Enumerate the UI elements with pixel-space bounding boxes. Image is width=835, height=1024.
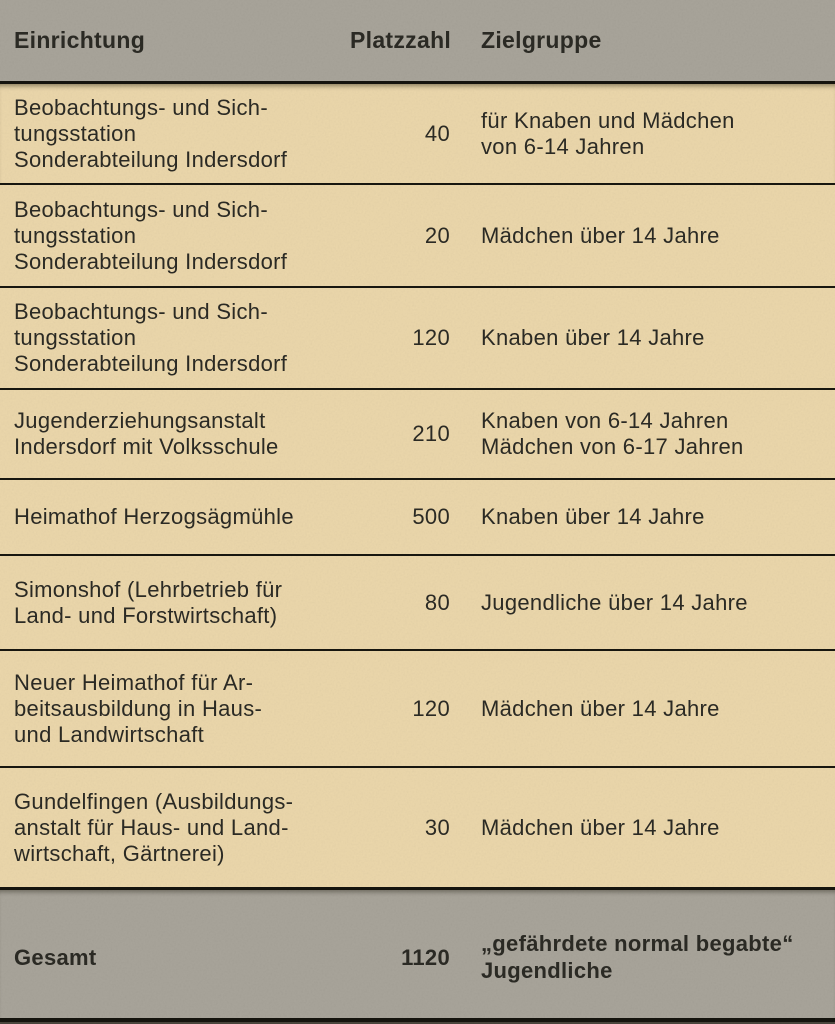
table-row <box>0 390 835 480</box>
cell-zielgruppe: Mädchen über 14 Jahre <box>481 814 720 840</box>
table-body <box>0 84 835 887</box>
table-row <box>0 480 835 556</box>
cell-einrichtung: Gundelfingen (Ausbildungs- anstalt für Haus- und Land- wirtschaft, Gärtnerei) <box>14 788 294 866</box>
cell-platzzahl: 80 <box>424 589 450 615</box>
cell-platzzahl: 500 <box>412 504 450 529</box>
cell-zielgruppe: Mädchen über 14 Jahre <box>481 222 720 248</box>
column-header-platzzahl: Platzzahl <box>350 27 452 53</box>
cell-zielgruppe: Knaben von 6-14 Jahren Mädchen von 6-17 Jahren <box>481 408 744 459</box>
total-label: Gesamt <box>14 944 97 970</box>
cell-einrichtung: Beobachtungs- und Sich- tungsstation Sonderabteilung Indersdorf <box>14 196 288 274</box>
cell-zielgruppe: Mädchen über 14 Jahre <box>481 695 720 721</box>
table-row <box>0 556 835 651</box>
cell-zielgruppe: Knaben über 14 Jahre <box>481 325 705 350</box>
cell-platzzahl: 20 <box>424 222 450 248</box>
cell-zielgruppe: für Knaben und Mädchen von 6-14 Jahren <box>481 107 735 159</box>
table-header <box>0 0 835 84</box>
cell-einrichtung: Neuer Heimathof für Ar- beitsausbildung in Haus- und Landwirtschaft <box>14 669 263 747</box>
cell-platzzahl: 40 <box>424 120 450 146</box>
cell-einrichtung: Heimathof Herzogsägmühle <box>14 504 294 529</box>
table-total-row <box>0 887 835 1024</box>
table-row <box>0 185 835 288</box>
cell-einrichtung: Jugenderziehungsanstalt Indersdorf mit Volksschule <box>14 408 279 459</box>
table-row <box>0 768 835 887</box>
table-row <box>0 651 835 768</box>
cell-platzzahl: 30 <box>424 814 450 840</box>
cell-platzzahl: 120 <box>412 695 450 721</box>
total-zielgruppe: „gefährdete normal begabte“ Jugendliche <box>481 931 794 983</box>
cell-zielgruppe: Jugendliche über 14 Jahre <box>481 589 748 615</box>
cell-platzzahl: 210 <box>412 421 450 446</box>
column-header-einrichtung: Einrichtung <box>14 27 146 53</box>
table-row <box>0 288 835 390</box>
cell-einrichtung: Beobachtungs- und Sich- tungsstation Sonderabteilung Indersdorf <box>14 299 288 376</box>
total-platzzahl: 1120 <box>401 944 450 970</box>
cell-einrichtung: Simonshof (Lehrbetrieb für Land- und Forstwirtschaft) <box>14 576 283 628</box>
table-row <box>0 84 835 185</box>
cell-zielgruppe: Knaben über 14 Jahre <box>481 504 705 529</box>
cell-platzzahl: 120 <box>412 325 450 350</box>
cell-einrichtung: Beobachtungs- und Sich- tungsstation Sonderabteilung Indersdorf <box>14 94 288 172</box>
column-header-zielgruppe: Zielgruppe <box>481 27 602 53</box>
